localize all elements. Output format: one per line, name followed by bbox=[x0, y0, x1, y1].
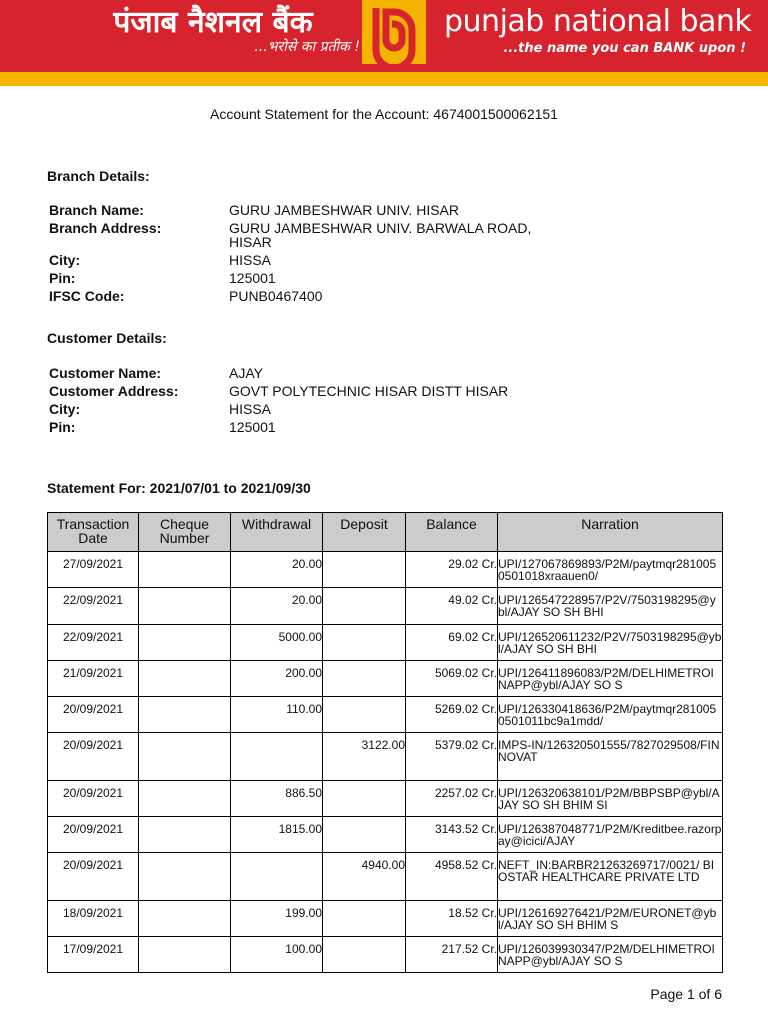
tagline-english: ...the name you can BANK upon ! bbox=[503, 41, 746, 56]
cell-withdrawal bbox=[231, 853, 323, 901]
customer-pin-value: 125001 bbox=[229, 419, 276, 435]
cell-balance: 217.52 Cr. bbox=[406, 937, 498, 973]
bank-name-english: punjab national bank bbox=[444, 4, 752, 39]
tagline-hindi: ...भरोसे का प्रतीक ! bbox=[254, 39, 360, 55]
field-label: Customer Address: bbox=[49, 383, 179, 399]
field-label: Pin: bbox=[49, 270, 76, 286]
pnb-logo-icon bbox=[362, 0, 426, 64]
table-row bbox=[48, 853, 723, 901]
cell-date: 21/09/2021 bbox=[48, 661, 139, 697]
cell-balance: 18.52 Cr. bbox=[406, 901, 498, 937]
cell-withdrawal: 110.00 bbox=[231, 697, 323, 733]
cell-withdrawal: 1815.00 bbox=[231, 817, 323, 853]
customer-address-value: GOVT POLYTECHNIC HISAR DISTT HISAR bbox=[229, 383, 509, 399]
cell-narration: UPI/126387048771/P2M/Kreditbee.razorpay@icici/AJAY bbox=[498, 817, 723, 853]
cell-deposit: 3122.00 bbox=[323, 733, 406, 781]
cell-balance: 5379.02 Cr. bbox=[406, 733, 498, 781]
cell-narration: UPI/126169276421/P2M/EURONET@ybl/AJAY SO SH BHIM S bbox=[498, 901, 723, 937]
cell-balance: 4958.52 Cr. bbox=[406, 853, 498, 901]
table-row bbox=[48, 697, 723, 733]
branch-pin-value: 125001 bbox=[229, 270, 276, 286]
customer-city-value: HISSA bbox=[229, 401, 272, 417]
cell-cheque-number bbox=[139, 625, 231, 661]
cell-withdrawal: 886.50 bbox=[231, 781, 323, 817]
column-header-balance: Balance bbox=[406, 513, 498, 552]
transactions-table bbox=[47, 512, 723, 973]
cell-deposit: 4940.00 bbox=[323, 853, 406, 901]
cell-cheque-number bbox=[139, 552, 231, 588]
cell-cheque-number bbox=[139, 853, 231, 901]
statement-title: Account Statement for the Account: 4674001500062151 bbox=[210, 106, 558, 122]
page-number: Page 1 of 6 bbox=[650, 986, 722, 1002]
table-row bbox=[48, 781, 723, 817]
bank-name-hindi: पंजाब नैशनल बैंक bbox=[113, 5, 313, 40]
cell-balance: 69.02 Cr. bbox=[406, 625, 498, 661]
cell-balance: 5069.02 Cr. bbox=[406, 661, 498, 697]
cell-date: 20/09/2021 bbox=[48, 781, 139, 817]
cell-deposit bbox=[323, 817, 406, 853]
cell-narration: UPI/126520611232/P2V/7503198295@ybl/AJAY SO SH BHI bbox=[498, 625, 723, 661]
transactions-body bbox=[48, 552, 723, 973]
cell-withdrawal: 20.00 bbox=[231, 588, 323, 625]
cell-narration: NEFT_IN:BARBR21263269717/0021/ BIOSTAR HEALTHCARE PRIVATE LTD bbox=[498, 853, 723, 901]
cell-withdrawal: 20.00 bbox=[231, 552, 323, 588]
field-label: Pin: bbox=[49, 419, 76, 435]
cell-deposit bbox=[323, 781, 406, 817]
field-label: City: bbox=[49, 401, 81, 417]
cell-withdrawal: 200.00 bbox=[231, 661, 323, 697]
table-row bbox=[48, 901, 723, 937]
branch-details bbox=[49, 203, 689, 303]
cell-withdrawal bbox=[231, 733, 323, 781]
cell-balance: 3143.52 Cr. bbox=[406, 817, 498, 853]
cell-narration: UPI/126039930347/P2M/DELHIMETROINAPP@ybl/AJAY SO S bbox=[498, 937, 723, 973]
column-header-withdrawal: Withdrawal bbox=[231, 513, 323, 552]
cell-deposit bbox=[323, 661, 406, 697]
cell-date: 20/09/2021 bbox=[48, 733, 139, 781]
customer-name-value: AJAY bbox=[229, 365, 263, 381]
cell-narration: UPI/126330418636/P2M/paytmqr2810050501011bc9a1mdd/ bbox=[498, 697, 723, 733]
cell-balance: 49.02 Cr. bbox=[406, 588, 498, 625]
cell-narration: UPI/126547228957/P2V/7503198295@ybl/AJAY SO SH BHI bbox=[498, 588, 723, 625]
cell-withdrawal: 199.00 bbox=[231, 901, 323, 937]
cell-cheque-number bbox=[139, 588, 231, 625]
cell-narration: UPI/126320638101/P2M/BBPSBP@ybl/AJAY SO SH BHIM SI bbox=[498, 781, 723, 817]
customer-details-heading: Customer Details: bbox=[47, 330, 167, 346]
table-header-row bbox=[48, 513, 723, 552]
cell-cheque-number bbox=[139, 901, 231, 937]
cell-deposit bbox=[323, 697, 406, 733]
column-header-deposit: Deposit bbox=[323, 513, 406, 552]
cell-deposit bbox=[323, 552, 406, 588]
branch-details-heading: Branch Details: bbox=[47, 168, 150, 184]
cell-date: 22/09/2021 bbox=[48, 588, 139, 625]
statement-period: Statement For: 2021/07/01 to 2021/09/30 bbox=[47, 480, 311, 496]
cell-date: 22/09/2021 bbox=[48, 625, 139, 661]
cell-deposit bbox=[323, 625, 406, 661]
column-header-cheque-number: Cheque Number bbox=[139, 513, 231, 552]
cell-deposit bbox=[323, 901, 406, 937]
cell-deposit bbox=[323, 937, 406, 973]
branch-address-value: GURU JAMBESHWAR UNIV. BARWALA ROAD, HISAR bbox=[229, 220, 532, 250]
field-label: Branch Name: bbox=[49, 202, 144, 218]
cell-cheque-number bbox=[139, 817, 231, 853]
column-header-transaction-date: Transaction Date bbox=[48, 513, 139, 552]
cell-narration: IMPS-IN/126320501555/7827029508/FINNOVAT bbox=[498, 733, 723, 781]
cell-date: 18/09/2021 bbox=[48, 901, 139, 937]
table-row bbox=[48, 625, 723, 661]
column-header-narration: Narration bbox=[498, 513, 723, 552]
table-row bbox=[48, 552, 723, 588]
cell-cheque-number bbox=[139, 661, 231, 697]
field-label: Customer Name: bbox=[49, 365, 162, 381]
cell-date: 27/09/2021 bbox=[48, 552, 139, 588]
cell-cheque-number bbox=[139, 781, 231, 817]
ifsc-code-value: PUNB0467400 bbox=[229, 288, 323, 304]
cell-balance: 29.02 Cr. bbox=[406, 552, 498, 588]
field-label: Branch Address: bbox=[49, 220, 162, 236]
customer-details bbox=[49, 366, 689, 436]
cell-date: 17/09/2021 bbox=[48, 937, 139, 973]
header-yellow-stripe bbox=[0, 72, 768, 86]
cell-date: 20/09/2021 bbox=[48, 853, 139, 901]
cell-narration: UPI/127067869893/P2M/paytmqr2810050501018xraauen0/ bbox=[498, 552, 723, 588]
branch-city-value: HISSA bbox=[229, 252, 272, 268]
cell-date: 20/09/2021 bbox=[48, 697, 139, 733]
field-label: IFSC Code: bbox=[49, 288, 125, 304]
branch-name-value: GURU JAMBESHWAR UNIV. HISAR bbox=[229, 202, 459, 218]
cell-balance: 2257.02 Cr. bbox=[406, 781, 498, 817]
cell-cheque-number bbox=[139, 733, 231, 781]
field-label: City: bbox=[49, 252, 81, 268]
table-row bbox=[48, 937, 723, 973]
cell-narration: UPI/126411896083/P2M/DELHIMETROINAPP@ybl/AJAY SO S bbox=[498, 661, 723, 697]
cell-date: 20/09/2021 bbox=[48, 817, 139, 853]
cell-withdrawal: 100.00 bbox=[231, 937, 323, 973]
cell-withdrawal: 5000.00 bbox=[231, 625, 323, 661]
cell-cheque-number bbox=[139, 937, 231, 973]
cell-deposit bbox=[323, 588, 406, 625]
table-row bbox=[48, 733, 723, 781]
cell-cheque-number bbox=[139, 697, 231, 733]
bank-header-banner bbox=[0, 0, 768, 72]
cell-balance: 5269.02 Cr. bbox=[406, 697, 498, 733]
table-row bbox=[48, 661, 723, 697]
table-row bbox=[48, 817, 723, 853]
table-row bbox=[48, 588, 723, 625]
